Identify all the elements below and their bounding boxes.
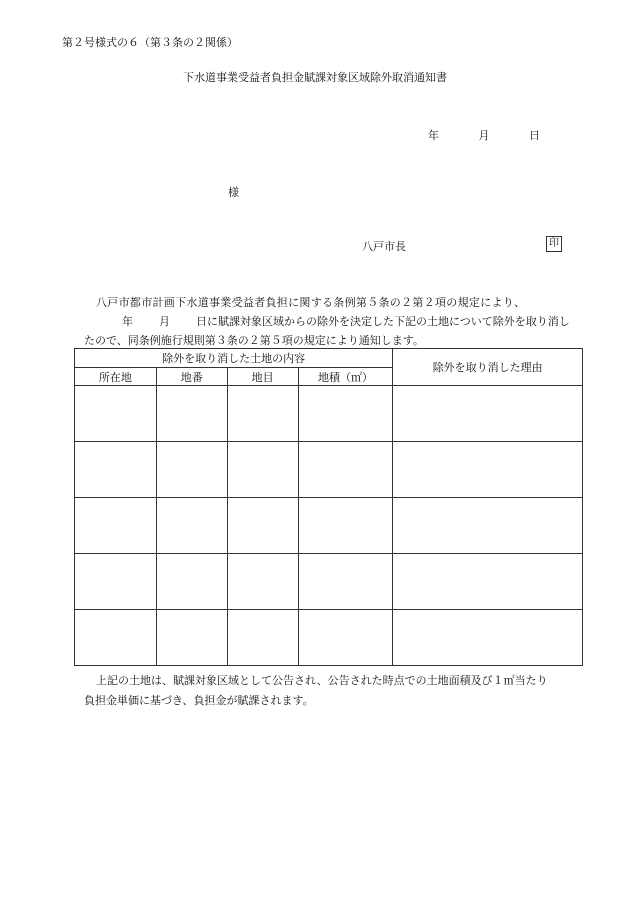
column-header-lot-number: 地番 (156, 368, 227, 386)
date-month-label: 月 (478, 129, 490, 142)
table-group-header: 除外を取り消した土地の内容 (75, 349, 393, 368)
column-header-area: 地積（㎡） (298, 368, 393, 386)
table-cell (298, 554, 393, 610)
table-row (75, 554, 583, 610)
table-cell (227, 554, 298, 610)
table-cell (298, 610, 393, 666)
table-cell (75, 498, 157, 554)
body-line-3: たので、同条例施行規則第３条の２第５項の規定により通知します。 (84, 334, 424, 347)
table-cell (227, 386, 298, 442)
table-cell (227, 610, 298, 666)
seal-mark: 印 (546, 236, 562, 252)
table-cell (227, 498, 298, 554)
table-cell (393, 386, 583, 442)
table-cell (75, 610, 157, 666)
column-header-location: 所在地 (75, 368, 157, 386)
table-cell (156, 442, 227, 498)
table-cell (75, 554, 157, 610)
body-line-1: 八戸市都市計画下水道事業受益者負担に関する条例第５条の２第２項の規定により、 (96, 296, 526, 309)
document-title: 下水道事業受益者負担金賦課対象区域除外取消通知書 (183, 71, 447, 84)
footnote-line-2: 負担金単価に基づき、負担金が賦課されます。 (84, 694, 314, 707)
table-cell (393, 442, 583, 498)
body-paragraph (84, 293, 584, 350)
recipient-suffix: 様 (228, 186, 239, 199)
footnote-paragraph (84, 671, 584, 711)
body-line-2 (84, 312, 584, 331)
table-cell (227, 442, 298, 498)
table-cell (298, 386, 393, 442)
table-cell (156, 498, 227, 554)
date-day-label: 日 (529, 129, 540, 142)
table-cell (298, 442, 393, 498)
body-year-label: 年 (122, 315, 133, 328)
table-cell (75, 386, 157, 442)
table-cell (393, 554, 583, 610)
table-cell (156, 386, 227, 442)
table-cell (156, 554, 227, 610)
form-number: 第２号様式の６（第３条の２関係） (62, 36, 238, 49)
table-cell (75, 442, 157, 498)
table-cell (393, 498, 583, 554)
table-row (75, 386, 583, 442)
column-header-land-category: 地目 (227, 368, 298, 386)
sender-name: 八戸市長 (362, 240, 406, 253)
table-row (75, 610, 583, 666)
footnote-line-1: 上記の土地は、賦課対象区域として公告され、公告された時点での土地面積及び１㎡当たり (96, 674, 548, 687)
table-cell (156, 610, 227, 666)
table-cell (393, 610, 583, 666)
table-row (75, 442, 583, 498)
table-row (75, 498, 583, 554)
land-table (74, 348, 583, 666)
body-month-label: 月 (159, 315, 170, 328)
table-cell (298, 498, 393, 554)
body-line-2-text: 日に賦課対象区域からの除外を決定した下記の土地について除外を取り消し (196, 315, 570, 328)
table-reason-header: 除外を取り消した理由 (393, 349, 583, 386)
date-line (428, 127, 540, 143)
date-year-label: 年 (428, 129, 439, 142)
